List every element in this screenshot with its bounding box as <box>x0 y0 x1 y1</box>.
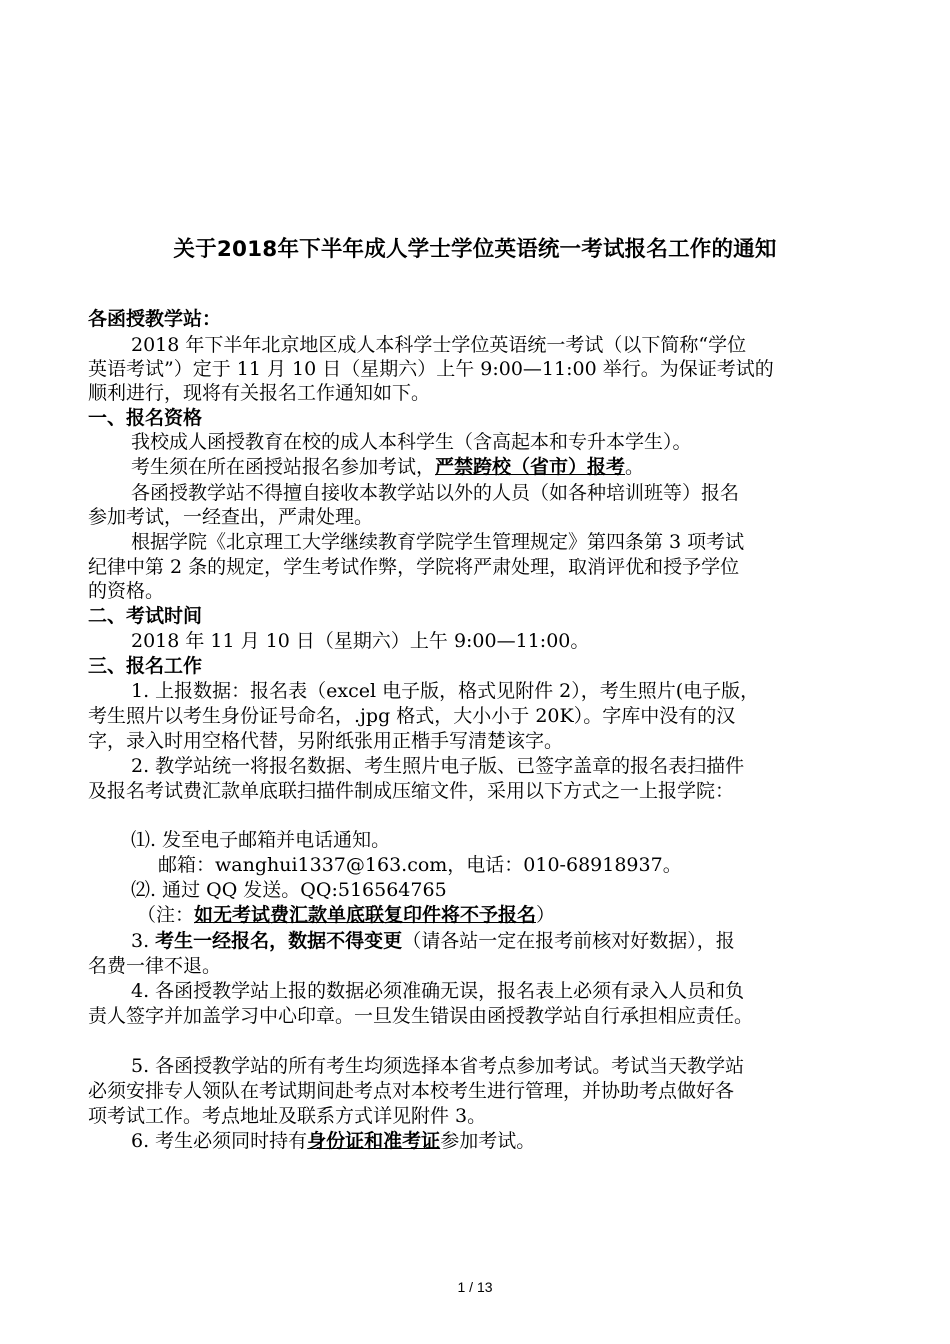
salutation: 各函授教学站： <box>88 308 222 330</box>
item-5-line-2: 必须安排专人领队在考试期间赴考点对本校考生进行管理，并协助考点做好各 <box>88 1080 735 1102</box>
item-3-text: （请各站一定在报考前核对好数据），报 <box>402 930 735 952</box>
sec1-p4-line-2: 纪律中第 2 条的规定，学生考试作弊，学院将严肃处理，取消评优和授予学位 <box>88 556 740 578</box>
option-2: ⑵. 通过 QQ 发送。QQ:516564765 <box>131 879 447 901</box>
intro-line-2: 英语考试”）定于 11 月 10 日（星期六）上午 9:00—11:00 举行。为保证考试的 <box>88 358 774 380</box>
item-1-line-3: 字，录入时用空格代替，另附纸张用正楷手写清楚该字。 <box>88 730 564 752</box>
item-6-text: 6. 考生必须同时持有 <box>131 1130 308 1152</box>
intro-line-3: 顺利进行，现将有关报名工作通知如下。 <box>88 382 431 404</box>
section-1-heading: 一、报名资格 <box>88 407 203 429</box>
document-title: 关于2018年下半年成人学士学位英语统一考试报名工作的通知 <box>173 237 777 262</box>
note-emphasis: 如无考试费汇款单底联复印件将不予报名 <box>194 904 537 926</box>
item-3-emphasis: 考生一经报名，数据不得变更 <box>155 930 403 952</box>
sec1-paragraph-1: 我校成人函授教育在校的成人本科学生（含高起本和专升本学生）。 <box>131 431 692 453</box>
item-5-line-1: 5. 各函授教学站的所有考生均须选择本省考点参加考试。考试当天教学站 <box>131 1055 745 1077</box>
item-1-line-1: 1. 上报数据：报名表（excel 电子版，格式见附件 2），考生照片(电子版， <box>131 680 760 702</box>
section-2-heading: 二、考试时间 <box>88 605 203 627</box>
item-6-end: 参加考试。 <box>440 1130 536 1152</box>
item-3-line-2: 名费一律不退。 <box>88 955 222 977</box>
item-5-line-3: 项考试工作。考点地址及联系方式详见附件 3。 <box>88 1105 487 1127</box>
cross-school-prohibition: 严禁跨校（省市）报考 <box>435 456 626 478</box>
id-and-admission-ticket: 身份证和准考证 <box>307 1130 441 1152</box>
note-open: （注： <box>137 904 195 926</box>
page-number: 1 / 13 <box>457 1279 493 1295</box>
exam-time: 2018 年 11 月 10 日（星期六）上午 9:00—11:00。 <box>131 630 590 652</box>
item-2-line-2: 及报名考试费汇款单底联扫描件制成压缩文件，采用以下方式之一上报学院： <box>88 780 735 802</box>
item-2-line-1: 2. 教学站统一将报名数据、考生照片电子版、已签字盖章的报名表扫描件 <box>131 755 745 777</box>
intro-line-1: 2018 年下半年北京地区成人本科学士学位英语统一考试（以下简称“学位 <box>131 334 747 356</box>
note-close: ） <box>536 904 556 926</box>
option-1: ⑴. 发至电子邮箱并电话通知。 <box>131 829 391 851</box>
contact-details: 邮箱：wanghui1337@163.com，电话：010-68918937。 <box>158 854 682 876</box>
sec1-p4-line-3: 的资格。 <box>88 580 165 602</box>
item-4-line-2: 责人签字并加盖学习中心印章。一旦发生错误由函授教学站自行承担相应责任。 <box>88 1005 754 1027</box>
item-3-number: 3. <box>131 930 156 952</box>
sec1-p2-text: 考生须在所在函授站报名参加考试， <box>131 456 436 478</box>
item-4-line-1: 4. 各函授教学站上报的数据必须准确无误，报名表上必须有录入人员和负 <box>131 980 745 1002</box>
sec1-p4-line-1: 根据学院《北京理工大学继续教育学院学生管理规定》第四条第 3 项考试 <box>131 531 745 553</box>
sec1-p3-line-2: 参加考试，一经查出，严肃处理。 <box>88 506 374 528</box>
sec1-p3-line-1: 各函授教学站不得擅自接收本教学站以外的人员（如各种培训班等）报名 <box>131 482 740 504</box>
remittance-note <box>137 903 555 927</box>
section-3-heading: 三、报名工作 <box>88 655 203 677</box>
item-3-line-1 <box>131 929 735 953</box>
sec1-paragraph-2 <box>131 455 644 479</box>
item-6 <box>131 1129 535 1153</box>
sec1-p2-end: 。 <box>625 456 645 478</box>
item-1-line-2: 考生照片以考生身份证号命名，.jpg 格式，大小小于 20K）。字库中没有的汉 <box>88 705 736 727</box>
